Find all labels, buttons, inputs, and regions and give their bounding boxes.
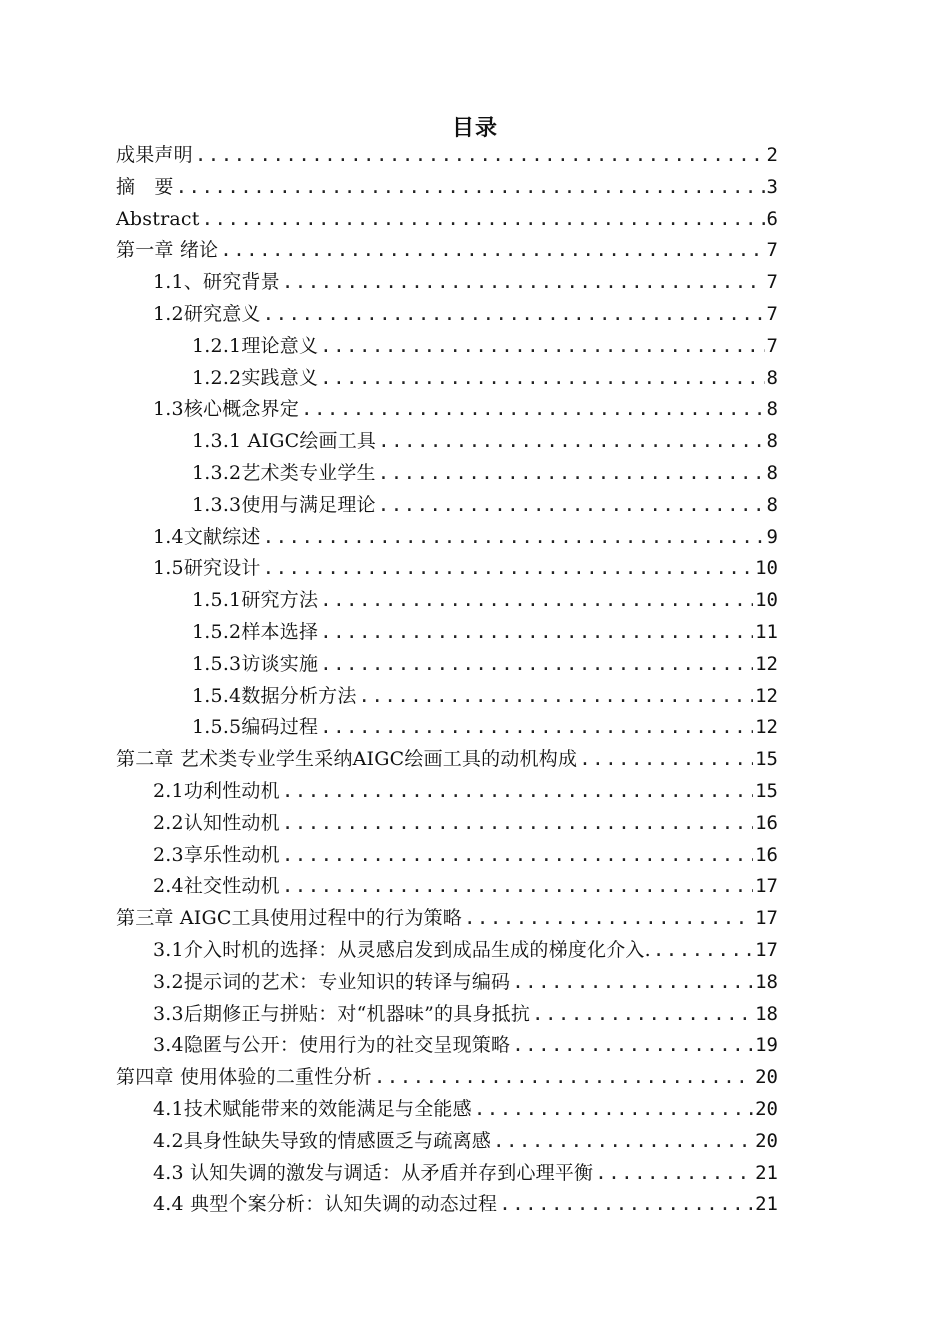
toc-entry-page-number: 8: [766, 430, 778, 453]
toc-entry-title: 4.3 认知失调的激发与调适：从矛盾并存到心理平衡: [153, 1161, 594, 1184]
toc-entry-title: 4.4 典型个案分析：认知失调的动态过程: [153, 1193, 498, 1216]
toc-entry-page-number: 12: [755, 684, 778, 707]
toc-entry[interactable]: [116, 458, 778, 490]
toc-entry-title: 第二章 艺术类专业学生采纳AIGC绘画工具的动机构成: [116, 748, 578, 771]
toc-entry-page-number: 10: [755, 557, 778, 580]
toc-entry[interactable]: [116, 999, 778, 1031]
toc-entry-title: 成果声明: [116, 144, 193, 166]
toc-entry[interactable]: [116, 140, 778, 172]
toc-entry-page-number: 16: [755, 843, 778, 866]
dot-leader: [378, 490, 765, 522]
toc-entry-page-number: 17: [755, 907, 778, 930]
toc-entry[interactable]: [116, 1126, 778, 1158]
toc-entry[interactable]: [116, 617, 778, 649]
dot-leader: [378, 458, 765, 490]
toc-entry-page-number: 7: [766, 271, 778, 294]
dot-leader: [474, 1094, 753, 1126]
toc-entry-title: 2.2认知性动机: [153, 811, 280, 834]
toc-entry-title: 4.2具身性缺失导致的情感匮乏与疏离感: [153, 1129, 492, 1152]
dot-leader: [499, 1189, 753, 1221]
toc-entry[interactable]: [116, 172, 778, 204]
toc-entry[interactable]: [116, 299, 778, 331]
dot-leader: [282, 267, 765, 299]
toc-entry-page-number: 17: [755, 938, 778, 961]
toc-entry-page-number: 7: [766, 239, 778, 262]
toc-entry-title: 摘 要: [116, 175, 174, 198]
toc-entry-title: 1.5.4数据分析方法: [192, 684, 357, 707]
table-of-contents: [116, 140, 778, 1221]
toc-entry-page-number: 9: [766, 525, 778, 548]
toc-entry[interactable]: [116, 394, 778, 426]
dot-leader: [263, 553, 753, 585]
toc-entry-page-number: 15: [755, 748, 778, 771]
toc-entry-page-number: 2: [766, 144, 778, 166]
toc-entry-page-number: 8: [766, 398, 778, 421]
toc-entry[interactable]: [116, 1158, 778, 1190]
dot-leader: [282, 840, 753, 872]
dot-leader: [579, 744, 753, 776]
toc-entry[interactable]: [116, 1189, 778, 1221]
toc-entry[interactable]: [116, 744, 778, 776]
toc-entry-title: 1.5.1研究方法: [192, 589, 319, 612]
dot-leader: [464, 903, 753, 935]
toc-entry-page-number: 20: [755, 1066, 778, 1089]
toc-entry[interactable]: [116, 681, 778, 713]
toc-entry[interactable]: [116, 903, 778, 935]
toc-entry-page-number: 8: [766, 493, 778, 516]
toc-entry-page-number: 3: [766, 175, 778, 198]
toc-entry[interactable]: [116, 426, 778, 458]
toc-entry-title: 1.5研究设计: [153, 557, 261, 580]
toc-entry-page-number: 20: [755, 1129, 778, 1152]
dot-leader: [195, 140, 765, 172]
toc-entry-title: Abstract: [116, 207, 200, 230]
toc-entry-page-number: 21: [755, 1161, 778, 1184]
dot-leader: [320, 712, 753, 744]
dot-leader: [532, 999, 753, 1031]
toc-entry[interactable]: [116, 553, 778, 585]
dot-leader: [320, 363, 764, 395]
toc-entry[interactable]: [116, 967, 778, 999]
toc-entry-page-number: 15: [755, 779, 778, 802]
toc-entry-title: 1.1、研究背景: [153, 271, 280, 294]
toc-entry[interactable]: [116, 363, 778, 395]
dot-leader: [282, 776, 753, 808]
toc-entry[interactable]: [116, 235, 778, 267]
toc-entry[interactable]: [116, 1062, 778, 1094]
dot-leader: [374, 1062, 753, 1094]
toc-entry-title: 1.2研究意义: [153, 302, 261, 325]
toc-entry[interactable]: [116, 1094, 778, 1126]
toc-title: 目录: [451, 116, 498, 141]
toc-entry-title: 第一章 绪论: [116, 239, 219, 262]
toc-entry[interactable]: [116, 776, 778, 808]
dot-leader: [653, 935, 753, 967]
dot-leader: [263, 299, 765, 331]
dot-leader: [320, 331, 764, 363]
toc-entry-title: 1.5.5编码过程: [192, 716, 319, 739]
dot-leader: [359, 681, 754, 713]
toc-entry[interactable]: [116, 935, 778, 967]
toc-entry[interactable]: [116, 649, 778, 681]
dot-leader: [282, 808, 753, 840]
toc-entry[interactable]: [116, 585, 778, 617]
toc-entry-title: 3.2提示词的艺术：专业知识的转译与编码: [153, 970, 511, 993]
toc-entry-page-number: 21: [755, 1193, 778, 1216]
toc-entry-page-number: 11: [755, 620, 778, 643]
toc-entry[interactable]: [116, 840, 778, 872]
dot-leader: [512, 1030, 753, 1062]
toc-entry[interactable]: [116, 871, 778, 903]
toc-entry-title: 1.3核心概念界定: [153, 398, 300, 421]
dot-leader: [220, 235, 764, 267]
toc-entry[interactable]: [116, 331, 778, 363]
toc-entry-page-number: 19: [755, 1034, 778, 1057]
toc-entry-page-number: 7: [766, 334, 778, 357]
toc-entry-page-number: 17: [755, 875, 778, 898]
dot-leader: [595, 1158, 753, 1190]
dot-leader: [176, 172, 765, 204]
toc-entry-title: 1.2.2实践意义: [192, 366, 319, 389]
toc-entry-title: 1.5.2样本选择: [192, 620, 319, 643]
toc-entry[interactable]: [116, 808, 778, 840]
toc-entry-title: 3.3后期修正与拼贴：对“机器味”的具身抵抗: [153, 1002, 531, 1025]
dot-leader: [202, 204, 765, 236]
toc-entry[interactable]: [116, 1030, 778, 1062]
toc-entry-page-number: 20: [755, 1097, 778, 1120]
dot-leader: [378, 426, 764, 458]
toc-entry[interactable]: [116, 490, 778, 522]
toc-entry-title: 1.3.3使用与满足理论: [192, 493, 376, 516]
toc-entry-title: 1.4文献综述: [153, 525, 261, 548]
toc-entry-page-number: 8: [766, 461, 778, 484]
dot-leader: [320, 585, 753, 617]
toc-entry[interactable]: [116, 712, 778, 744]
toc-entry-title: 第三章 AIGC工具使用过程中的行为策略: [116, 907, 462, 930]
toc-entry-page-number: 7: [766, 302, 778, 325]
toc-entry-title: 3.4隐匿与公开：使用行为的社交呈现策略: [153, 1034, 511, 1057]
dot-leader: [320, 617, 753, 649]
toc-entry-page-number: 8: [766, 366, 778, 389]
toc-entry-title: 1.2.1理论意义: [192, 334, 319, 357]
toc-entry-title: 1.3.2艺术类专业学生: [192, 461, 376, 484]
toc-entry-title: 3.1介入时机的选择：从灵感启发到成品生成的梯度化介入.: [153, 938, 651, 961]
dot-leader: [301, 394, 765, 426]
toc-entry[interactable]: [116, 522, 778, 554]
toc-entry-page-number: 16: [755, 811, 778, 834]
toc-entry-title: 4.1技术赋能带来的效能满足与全能感: [153, 1097, 472, 1120]
dot-leader: [263, 522, 765, 554]
toc-entry-title: 2.3享乐性动机: [153, 843, 280, 866]
toc-entry-page-number: 6: [766, 207, 778, 230]
toc-entry-page-number: 12: [755, 716, 778, 739]
dot-leader: [282, 871, 753, 903]
toc-entry-title: 第四章 使用体验的二重性分析: [116, 1066, 372, 1089]
dot-leader: [493, 1126, 753, 1158]
toc-entry-page-number: 18: [755, 1002, 778, 1025]
toc-entry[interactable]: [116, 267, 778, 299]
dot-leader: [320, 649, 753, 681]
toc-entry-title: 1.5.3访谈实施: [192, 652, 319, 675]
toc-entry-title: 2.1功利性动机: [153, 779, 280, 802]
toc-entry[interactable]: [116, 204, 778, 236]
toc-entry-page-number: 12: [755, 652, 778, 675]
toc-entry-page-number: 18: [755, 970, 778, 993]
dot-leader: [512, 967, 753, 999]
toc-entry-title: 1.3.1 AIGC绘画工具: [192, 430, 377, 453]
toc-entry-page-number: 10: [755, 589, 778, 612]
toc-entry-title: 2.4社交性动机: [153, 875, 280, 898]
